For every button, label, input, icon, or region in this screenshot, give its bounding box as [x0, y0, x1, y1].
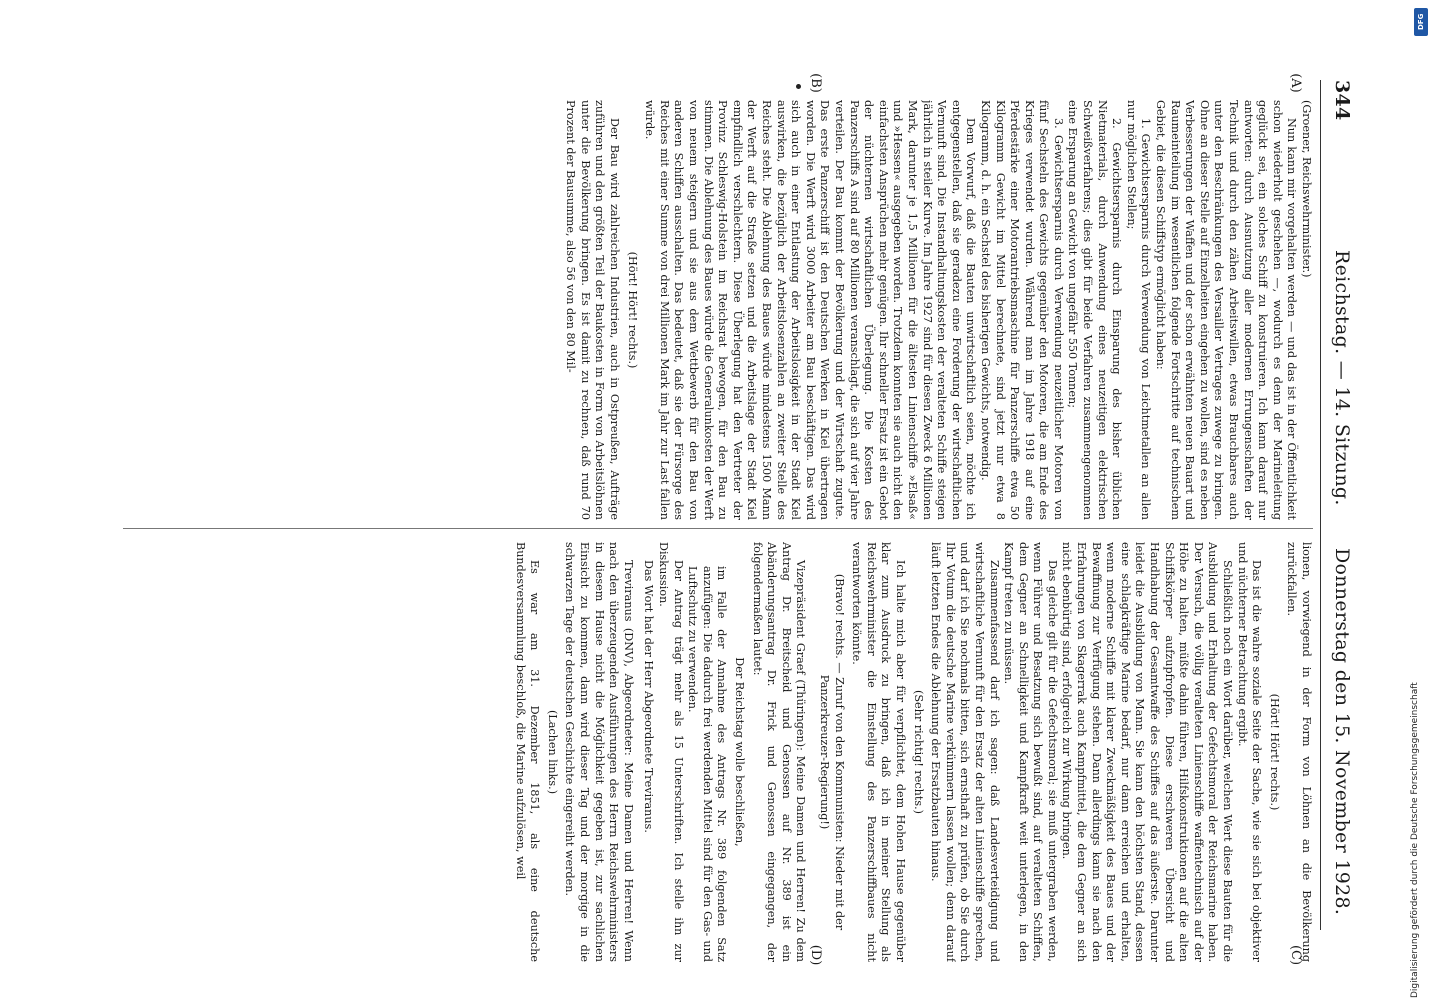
right-column [123, 542, 1313, 962]
paragraph: Das ist die wahre soziale Seite der Sache, wie sie sich bei objektiver und nüchterner Betrachtung ergibt. [1235, 542, 1264, 962]
header-rule [1320, 80, 1321, 930]
paragraph: Es war am 31. Dezember 1851, als eine deutsche Bundesversammlung beschloß, die Marine aufzulösen, weil [513, 542, 542, 962]
margin-bullet [796, 84, 801, 89]
page-number: 344 [1331, 80, 1353, 121]
margin-marker-c: (C) [1288, 944, 1303, 966]
dfg-logo-text: DFG [1417, 13, 1425, 31]
digitization-credit: Digitalisierung gefördert durch die Deutsche Forschungsgemeinschaft [1410, 682, 1420, 998]
running-header [1325, 80, 1353, 930]
spacer [635, 542, 641, 962]
column-divider [123, 528, 1313, 529]
interjection: (Hört! Hört! rechts.) [1267, 693, 1281, 811]
paragraph: Der Bau wird zahlreichen Industrien, auch in Ostpreußen, Aufträge zuführen und den größten Teil der Baukosten in Form von Arbeitslöhnen unter die Bevölkerung bringen. Es ist damit zu rechnen, daß rund 70 Prozent der Bausumme, also 56 von den 80 Mil- [564, 100, 622, 520]
interjection: (Hört! Hört! rechts.) [625, 251, 639, 369]
paragraph: Treviranus (DNV), Abgeordneter: Meine Damen und Herren! Wenn nach den überzeugenden Ausführungen des Herrn Reichswehrministers in diesem Hause nicht die Möglichkeit gegeben ist, zur sachlichen Einsicht zu kommen, dann wird dieser Tag und der morgige in die schwarzen Tage der deutschen Geschichte eingereiht werden. [563, 542, 635, 962]
interjection: (Lachen links.) [545, 709, 559, 795]
speaker-label: (Groener, Reichswehrminister.) [1300, 100, 1313, 278]
paragraph: Das gleiche gilt für die Gefechtsmoral; sie muß untergraben werden, wenn Führer und Besatzung sich bewußt sind, auf veralteten Schiffen, dem Gegner an Schnelligkeit und Kampfkraft weit unterlegen, in den Kampf treten zu müssen. [1002, 542, 1059, 962]
paragraph: Zusammenfassend darf ich sagen: daß Landesverteidigung und wirtschaftliche Vernunft für den Ersatz der alten Linienschiffe sprechen, und darf ich Sie nochmals bitten, sich ernsthaft zu prüfen, ob Sie durch Ihr Votum die deutsche Marine verkümmern lassen wollen; denn darauf läuft letzten Endes die Ablehnung der Ersatzbauten hinaus. [929, 542, 1001, 962]
header-date: Donnerstag den 15. November 1928. [1331, 548, 1353, 916]
motion-line: Der Reichstag wolle beschließen, [733, 657, 747, 847]
dfg-logo-icon [1414, 8, 1428, 36]
list-item: 1. Gewichtsersparnis durch Verwendung von Leichtmetallen an allen nur möglichen Stellen; [1124, 100, 1153, 520]
margin-marker-a: (A) [1288, 73, 1303, 93]
paragraph: Das Wort hat der Herr Abgeordnete Treviranus. [642, 560, 656, 833]
paragraph: Dem Vorwurf, daß die Bauten unwirtschaftlich seien, möchte ich entgegenstellen, daß sie geradezu eine Forderung der wirtschaftlichen Vernunft sind. Die Instandhaltungskosten der veralteten Schiffe steigen jährlich in steiler Kurve. Im Jahre 1927 sind für diesen Zweck 6 Millionen Mark, darunter je 1,5 Millionen für die ältesten Linienschiffe »Elsaß« und »Hessen« ausgegeben worden. Trotzdem konnten sie auch nicht den einfachsten Ansprüchen mehr genügen. Ihr schneller Ersatz ist ein Gebot der nüchternen wirtschaftlichen Überlegung. Die Kosten des Panzerschiffs A sind auf 80 Millionen veranschlagt, die sich auf vier Jahre verteilen. Der Bau kommt der Bevölkerung und der Wirtschaft zugute. Das erste Panzerschiff ist den Deutschen Werken in Kiel übertragen worden. Die Werft wird 3000 Arbeiter am Bau beschäftigen. Das wird sich auch in einer Entlastung der Arbeitslosigkeit in der Stadt Kiel auswirken, die bezüglich der Arbeitslosenzahlen an zweiter Stelle des Reiches steht. Die Ablehnung des Baues würde mindestens 1500 Mann der Werft auf die Straße setzen und die Arbeitslage der Stadt Kiel empfindlich verschlechtern. Diese Überlegung hat den Vertreter der Provinz Schleswig-Holstein im Reichsrat bewogen, für den Bau zu stimmen. Die Ablehnung des Baues würde die Generalunkosten der Werft von neuem steigern und sie aus dem Wettbewerb für den Bau von anderen Schiffen ausschalten. Das bedeutet, daß sie der Fürsorge des Reiches mit einer Summe von drei Millionen Mark im Jahr zur Last fallen würde. [643, 100, 978, 520]
margin-marker-d: (D) [808, 944, 823, 966]
paragraph: Nun kann mir vorgehalten werden — und das ist in der Öffentlichkeit schon wiederholt geschehen —, wodurch es denn der Marineleitung geglückt sei, ein solches Schiff zu konstruieren. Ich kann darauf nur antworten: durch Ausnutzung aller modernen Errungenschaften der Technik und durch den zähen Arbeitswillen, etwas Brauchbares auch unter den Beschränkungen des Versailler Vertrages zuwege zu bringen. Ohne an dieser Stelle auf Einzelheiten eingehen zu wollen, sind es neben Verbesserungen der Waffen und der schon erwähnten neuen Bauart und Raumeinteilung im wesentlichen folgende Fortschritte auf technischem Gebiet, die diesen Schiffstyp ermöglicht haben: [1154, 100, 1299, 520]
left-column [123, 100, 1313, 520]
interjection: (Sehr richtig! rechts.) [911, 689, 925, 815]
margin-marker-b: (B) [808, 73, 823, 93]
paragraph: Vizepräsident Graef (Thüringen): Meine Damen und Herren! Zu dem Antrag Dr. Breitscheid und Genossen auf Nr. 389 ist ein Abänderungsantrag Dr. Frick und Genossen eingegangen, der folgendermaßen lautet: [750, 542, 808, 962]
header-title: Reichstag. — 14. Sitzung. [1331, 250, 1353, 506]
paragraph: Schließlich noch ein Wort darüber, welchen Wert diese Bauten für die Ausbildung und Erhaltung der Gefechtsmoral der Reichsmarine haben. Der Versuch, die völlig veralteten Linienschiffe waffentechnisch auf der Höhe zu halten, müßte dahin führen, Hilfskonstruktionen auf die alten Schiffskörper aufzupfropfen. Diese erschweren Übersicht und Handhabung der Gesamtwaffe des Schiffes auf das äußerste. Darunter leidet die Ausbildung von Mann. Sie kann den höchsten Stand, dessen eine schlagkräftige Marine bedarf, nur dann erreichen und erhalten, wenn moderne Schiffe mit klarer Zweckmäßigkeit des Baues und der Bewaffnung zur Verfügung stehen. Dann allerdings kann sie nach den Erfahrungen von Skagerrak auch Kampfmittel, die dem Gegner an sich nicht ebenbürtig sind, erfolgreich zur Wirkung bringen. [1060, 542, 1235, 962]
interjection: (Bravo! rechts. — Zuruf von den Kommunisten: Nieder mit der Panzerkreuzer-Regierung!) [818, 573, 846, 931]
paragraph: lionen, vorwiegend in der Form von Löhnen an die Bevölkerung zurückfallen. [1285, 542, 1313, 962]
paragraph: Ich halte mich aber für verpflichtet, dem Hohen Hause gegenüber klar zum Ausdruck zu bringen, daß ich in meiner Stellung als Reichswehrminister die Einstellung des Panzerschiffbaues nicht verantworten könnte. [850, 542, 907, 962]
spacer [807, 542, 813, 962]
paragraph: Der Antrag trägt mehr als 15 Unterschriften. Ich stelle ihn zur Diskussion. [657, 542, 685, 962]
list-item: 2. Gewichtsersparnis durch Einsparung des bisher üblichen Nietmaterials, durch Anwendung eines neuzeitigen elektrischen Schweißverfahrens; dies gibt für beide Verfahren zusammengenommen eine Ersparung an Gewicht von ungefähr 550 Tonnen; [1066, 100, 1124, 520]
motion-text: im Falle der Annahme des Antrags Nr. 389 folgenden Satz anzufügen: Die dadurch frei werdenden Mittel sind für den Gas- und Luftschutz zu verwenden. [686, 566, 729, 962]
list-item: 3. Gewichtsersparnis durch Verwendung neuzeitlicher Motoren von fünf Sechsteln des Gewichts gegenüber den Motoren, die am Ende des Krieges verwendet wurden. Während man im Jahre 1918 auf eine Pferdestärke einer Motorantriebsmaschine für Panzerschiffe etwa 50 Kilogramm Gewicht im Mittel berechnete, sind jetzt nur etwa 8 Kilogramm, d. h. ein Sechstel des bisherigen Gewichts, notwendig. [978, 100, 1065, 520]
